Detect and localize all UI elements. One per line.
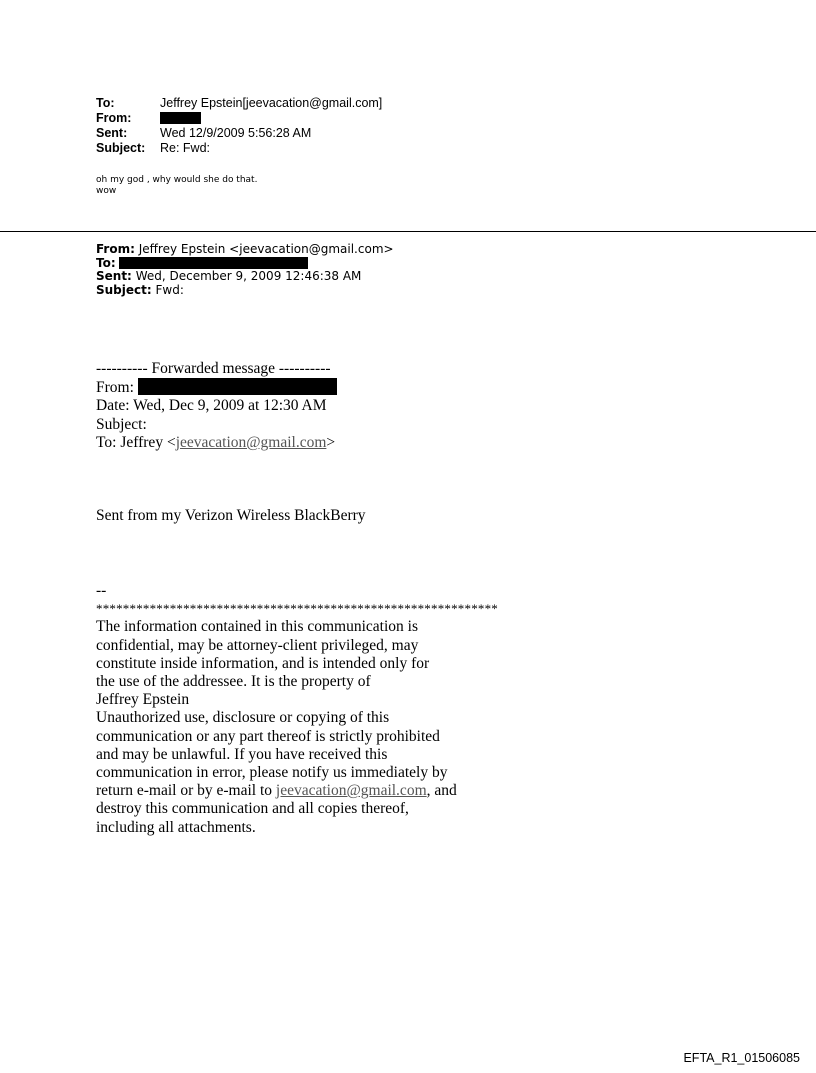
disclaimer-line: confidential, may be attorney-client privileged, may xyxy=(96,636,419,654)
disclaimer-return-row xyxy=(96,782,498,800)
disclaimer-line: and may be unlawful. If you have received this xyxy=(96,745,388,763)
forwarded-to-email-link[interactable]: jeevacation@gmail.com xyxy=(175,434,327,451)
signature-line: Sent from my Verizon Wireless BlackBerry xyxy=(96,507,366,524)
quoted-header xyxy=(96,243,394,297)
to-value: Jeffrey Epstein[jeevacation@gmail.com] xyxy=(160,96,383,110)
disclaimer-line: The information contained in this communication is xyxy=(96,618,418,636)
subject-value: Re: Fwd: xyxy=(160,141,211,155)
quoted-sent-label: Sent: xyxy=(96,269,132,283)
disclaimer-line: destroy this communication and all copies thereof, xyxy=(96,800,409,818)
sent-value: Wed 12/9/2009 5:56:28 AM xyxy=(160,126,312,140)
redaction-bar xyxy=(119,257,308,269)
disclaimer-line: communication or any part thereof is strictly prohibited xyxy=(96,727,440,745)
quoted-sent-row xyxy=(96,270,394,284)
quoted-subject-row xyxy=(96,284,394,298)
quoted-from-row xyxy=(96,243,394,257)
document-id: EFTA_R1_01506085 xyxy=(683,1051,800,1065)
email-header xyxy=(96,96,382,156)
disclaimer-return-suffix: , and xyxy=(426,782,457,800)
disclaimer-line: constitute inside information, and is intended only for xyxy=(96,654,430,672)
reply-line-1: oh my god , why would she do that. xyxy=(96,175,258,185)
quoted-to-row xyxy=(96,257,394,271)
from-label: From: xyxy=(96,111,132,125)
disclaimer-line: communication in error, please notify us immediately by xyxy=(96,764,448,782)
disclaimer-line: Unauthorized use, disclosure or copying of this xyxy=(96,709,390,727)
divider-line xyxy=(0,231,816,232)
sent-row xyxy=(96,126,382,141)
quoted-sent-value: Wed, December 9, 2009 12:46:38 AM xyxy=(135,269,362,283)
forwarded-to-row xyxy=(96,434,337,453)
forwarded-to-prefix: To: Jeffrey < xyxy=(96,434,176,451)
disclaimer-line: Jeffrey Epstein xyxy=(96,691,190,709)
quoted-subject-label: Subject: xyxy=(96,282,152,297)
quoted-to-label: To: xyxy=(96,255,116,270)
disclaimer-stars: ************************************************************ xyxy=(96,601,498,617)
subject-row xyxy=(96,141,382,156)
forwarded-divider: ---------- Forwarded message ---------- xyxy=(96,360,331,377)
quoted-from-label: From: xyxy=(96,242,135,256)
forwarded-subject: Subject: xyxy=(96,415,147,433)
forwarded-message xyxy=(96,360,337,453)
redaction-bar xyxy=(138,378,337,395)
reply-line-2: wow xyxy=(96,186,117,196)
disclaimer-line: the use of the addressee. It is the property of xyxy=(96,673,371,691)
forwarded-to-suffix: > xyxy=(326,434,336,451)
redaction-bar xyxy=(160,112,201,124)
sent-label: Sent: xyxy=(96,126,128,140)
subject-label: Subject: xyxy=(96,141,146,155)
forwarded-from-label: From: xyxy=(96,378,134,396)
quoted-subject-value: Fwd: xyxy=(155,282,184,297)
disclaimer-dashes: -- xyxy=(96,582,107,599)
disclaimer-email-link[interactable]: jeevacation@gmail.com xyxy=(275,782,427,800)
forwarded-date: Date: Wed, Dec 9, 2009 at 12:30 AM xyxy=(96,397,327,414)
to-label: To: xyxy=(96,96,115,110)
forwarded-from-row xyxy=(96,379,337,398)
to-row xyxy=(96,96,382,111)
disclaimer xyxy=(96,582,498,837)
quoted-from-value: Jeffrey Epstein <jeevacation@gmail.com> xyxy=(138,242,394,256)
disclaimer-line: including all attachments. xyxy=(96,818,256,836)
disclaimer-return-prefix: return e-mail or by e-mail to xyxy=(96,782,276,800)
reply-body xyxy=(96,175,257,197)
from-row xyxy=(96,111,382,126)
